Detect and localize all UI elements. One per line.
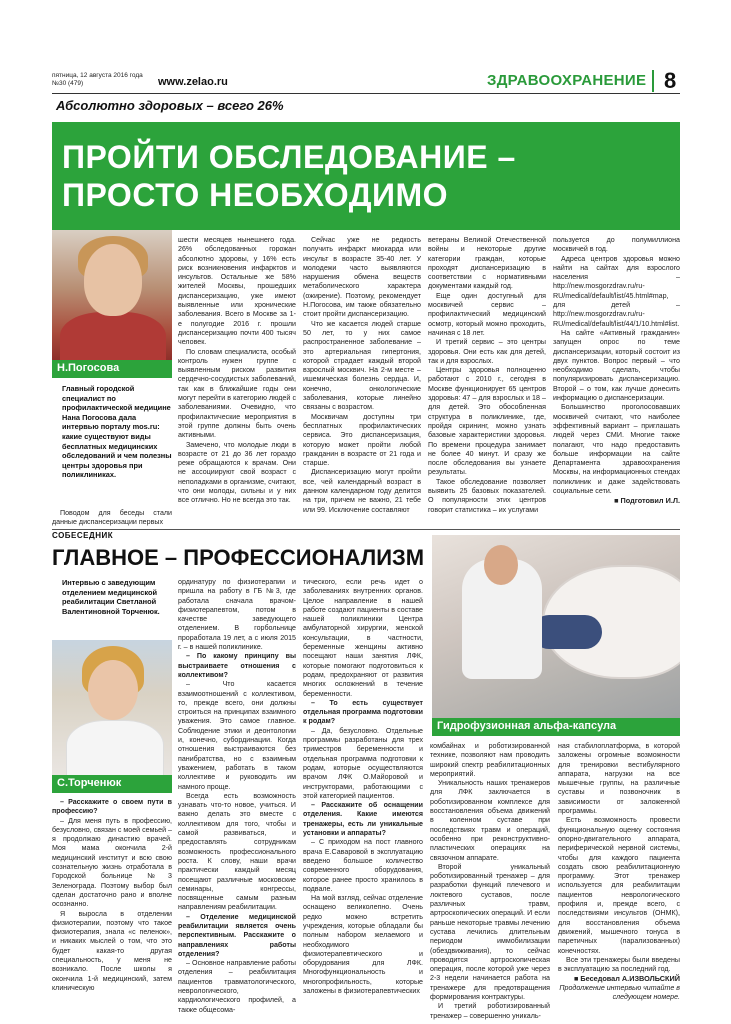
article1-col1-tail: [52, 509, 172, 528]
photo-caption: [52, 775, 172, 793]
header-rule: [52, 93, 680, 94]
kicker-text: Абсолютно здоровых – всего 26%: [56, 98, 284, 113]
paragraph: Всегда есть возможность узнавать что-то новое, учиться. И важно делать это вместе с коллективом для того, чтобы и самой развиваться, и предоставлять сотрудникам возможность профессионального роста. К слову, наши врачи практически каждый месяц посещают различные московские семинары, конгрессы, посвященные самым разным направлениям реабилитации.: [178, 791, 296, 912]
paragraph: Поводом для беседы стали данные диспансеризации первых: [52, 509, 172, 527]
site-url[interactable]: www.zelao.ru: [158, 76, 228, 88]
paragraph: – Для меня путь в профессию, безусловно, связан с моей семьей – я продолжаю династию врачей. Моя мама окончила 2-й медицинский институт и всю свою сознательную жизнь отработала в Городской больнице №3 Зеленограда. Поэтому выбор был сделан достаточно рано и вполне осознанно.: [52, 816, 172, 909]
patient-shape: [532, 615, 602, 649]
article1-headline: [62, 138, 662, 214]
paragraph: Уникальность наших тренажеров для ЛФК заключается в роботизированном комплексе для восстановления объема движений в коленном суставе при последствиях травм и операций, особенно при реконструктивно-пластических операциях на связочном аппарате.: [430, 779, 550, 862]
question: – Отделение медицинской реабилитации является очень перспективным. Расскажите о направлениях работы отделения?: [178, 912, 296, 958]
paragraph: тического, если речь идет о заболеваниях внутренних органов. Целое направление в нашей работе создают пациенты в составе нашей поликлиники Центра амбулаторной хирургии, женской консультации, в частности, беременные женщины активно посещают наши занятия ЛФК, которые помогают подготовиться к родам, предохраняют от развития многих осложнений в течение беременности.: [303, 578, 423, 698]
article1-col4: [428, 236, 546, 515]
article1-col2: [178, 236, 296, 506]
paragraph: Большинство проголосовавших москвичей считают, что наиболее эффективный вариант – приглашать людей через СМИ. Многие также полагают, что надо предоставить больше информации на сайте Департамента здравоохранения Москвы, на информационных стендах поликлиник и даже задействовать социальные сети.: [553, 403, 680, 496]
caption-text: Гидрофузионная альфа-капсула: [437, 720, 617, 732]
photo-figure-face: [84, 244, 142, 316]
paragraph: Диспансеризацию могут пройти все, чей календарный возраст в данном календарном году делится на три, причем не важно, 21 тебе или 99. Исключение составляют: [303, 468, 421, 514]
signature-text: Беседовал А.ИЗВОЛЬСКИЙ: [580, 974, 680, 984]
paragraph: шести месяцев нынешнего года. 26% обследованных горожан абсолютно здоровы, у 16% есть риск возникновения инфарктов и инсультов. Остальные же 58% жителей Москвы, прошедших диспансеризацию, уже имеют выявленные или хронические заболевания. Всего в Москве за 1-е полугодие 2016 г. прошли диспансеризацию почти 400 тысяч человек.: [178, 236, 296, 347]
caption-text: Н.Погосова: [57, 362, 120, 374]
paragraph: По словам специалиста, особый контроль нужен группе с выявленным риском развития сердечно-сосудистых заболеваний, так как в ближайшие годы они могут перейти в категорию людей с заболеваниями. Очевидно, что профилактические мероприятия в этой группе должны быть очень активными.: [178, 347, 296, 440]
paragraph: комбайнах и роботизированной технике, позволяют нам проводить широкий спектр реабилитационных мероприятий.: [430, 742, 550, 778]
alpha-capsule-photo: [432, 535, 680, 718]
paragraph: И третий сервис – это центры здоровья. Они есть как для детей, так и для взрослых.: [428, 338, 546, 365]
paragraph: Такое обследование позволяет выявить 25 базовых показателей. О популярности этих центров говорит статистика – их услугами: [428, 477, 546, 514]
question: – Расскажите о своем пути в профессию?: [52, 798, 172, 816]
headline-line1: ПРОЙТИ ОБСЛЕДОВАНИЕ –: [62, 139, 516, 175]
caption-text: С.Торченюк: [57, 777, 122, 789]
paragraph: – Что касается взаимоотношений с коллективом, то, прежде всего, они должны строиться на принципах взаимного уважения. Это самое главное. Соблюдение этики и деонтологии и, конечно, субординации. Когда отношения выстраиваются без панибратства, но с взаимным уважением, работать в таком коллективе и руководить им намного проще.: [178, 680, 296, 791]
article2-col4: [430, 742, 550, 1020]
paragraph: ординатуру по физиотерапии и пришла на работу в ГБ №3, где работала сначала врачом-физиотерапевтом, потом в качестве заведующего отделением. В горбольнице проработала 19 лет, а с июля 2015 г. – в нашей поликлинике.: [178, 578, 296, 652]
paragraph: Центры здоровья полноценно работают с 2010 г., сегодня в Москве функционирует 65 центров здоровья: 47 – для взрослых и 18 – для детей. Это обособленная структура в поликлинике, где, пройдя скрининг, можно узнать базовые характеристики здоровья. По времени процедура занимает не более 40 минут. И сразу же после обследования вы узнаете результаты.: [428, 366, 546, 477]
paragraph: – Да, безусловно. Отдельные программы разработаны для трех триместров беременности и отдельная программа подготовки к родам, которые осуществляются врачом ЛФК О.Майоровой и инструкторами, работающими с этой категорией пациентов.: [303, 726, 423, 800]
paragraph: На сайте «Активный гражданин» запущен опрос по теме диспансеризации, который состоит из двух пунктов. Вопрос первый – что необходимо сделать, чтобы популяризировать диспансеризацию. Второй – о том, как лучше донесить информацию о диспансеризации.: [553, 328, 680, 403]
paragraph: – С приходом на пост главного врача Е.Саваровой в эксплуатацию введено большое количество современного оборудования, которое ранее просто хранилось в подвале.: [303, 838, 423, 893]
question: – То есть существует отдельная программа подготовки к родам?: [303, 698, 423, 726]
pogosova-photo: [52, 230, 172, 360]
section-title: ЗДРАВООХРАНЕНИЕ: [487, 72, 647, 89]
paragraph: Москвичам доступны три бесплатных профилактических сервиса. Это диспансеризация, которую может пройти любой гражданин в возрасте от 21 года и старше.: [303, 412, 421, 468]
paragraph: Я выросла в отделении физиотерапии, поэтому что такое физиотерапия, знала «с пеленок», и никаких мыслей о том, что это будет какая-то другая специальность, у меня не возникало. После школы я окончила 1-й медицинский, затем клиническую: [52, 909, 172, 992]
article2-headline: ГЛАВНОЕ – ПРОФЕССИОНАЛИЗМ: [52, 545, 425, 570]
paragraph: Адреса центров здоровья можно найти на сайтах для взрослого населения – http://new.mosgorzdrav.ru/ru-RU/medical/default/list/45.html#map, для детей – http://new.mosgorzdrav.ru/ru-RU/medical/default/list/44/1/10.html#list.: [553, 254, 680, 328]
photo-figure-body: [66, 720, 164, 775]
paragraph: пользуется до полумиллиона москвичей в год.: [553, 236, 680, 254]
photo-figure-face: [88, 660, 138, 720]
page-number: 8: [664, 68, 677, 93]
paragraph: Все эти тренажеры были введены в эксплуатацию за последний год.: [558, 955, 680, 974]
paragraph: Замечено, что молодые люди в возрасте от 21 до 36 лет гораздо реже обращаются к врачам. Они не ассоциируют свой возраст с неполадками в организме, считают, что они молоды, сильны и у них все отлично. Но не всегда это так.: [178, 440, 296, 505]
article1-col5: [553, 236, 680, 506]
article2-col3: [303, 578, 423, 1018]
article1-col3: [303, 236, 421, 515]
rubric-rule: [52, 529, 680, 530]
paragraph: – Основное направление работы отделения – реабилитация пациентов травматологического, неврологического, кардиологического профилей, а также общесома-: [178, 959, 296, 1014]
article1-signature: ■ Подготовил И.Л.: [614, 496, 680, 506]
paragraph: Еще один доступный для москвичей сервис – профилактический медицинский осмотр, который можно проходить, начиная с 18 лет.: [428, 291, 546, 337]
article1-lead: Главный городской специалист по профилактической медицине Нана Погосова дала интервью порталу mos.ru: какие существуют виды бесплатных медицинских обследований и чем полезны центры здоровья при поликлиниках.: [62, 384, 172, 480]
header-divider: [652, 70, 654, 92]
signature-text: Подготовил И.Л.: [620, 496, 680, 506]
article2-col2: [178, 578, 296, 1018]
headline-line2: ПРОСТО НЕОБХОДИМО: [62, 177, 449, 213]
paragraph: Есть возможность провести функциональную оценку состояния опорно-двигательного аппарата, периферической нервной системы, чтобы для каждого пациента создать свою реабилитационную программу. Этот тренажер используется для реабилитации пациентов неврологического профиля и, прежде всего, с последствиями инсультов (ОНМК), для восстановления объема движений, мышечного тонуса в паретичных (парализованных) конечностях.: [558, 816, 680, 955]
paragraph: Сейчас уже не редкость получить инфаркт миокарда или инсульт в возрасте 35-40 лет. У молодежи часто выявляются нарушения обмена веществ метаболического характера (ожирение). Поэтому, рекомендует Н.Погосова, им также обязательно стоит пройти диспансеризацию.: [303, 236, 421, 319]
article2-col5: [558, 742, 680, 1022]
article2-signature: ■ Беседовал А.ИЗВОЛЬСКИЙ: [573, 974, 680, 984]
paragraph: Второй уникальный роботизированный тренажер – для разработки функций плечевого и локтевого суставов, после различных травм, артроскопических операций. И если раньше некоторые травмы лечению сустава лечились длительным периодом иммобилизации (обездвиживания), то сейчас проводится артроскопическая операция, после которой уже через 2-3 недели начинается работа на тренажере для предотвращения формирования контрактуры.: [430, 862, 550, 1002]
article2-col1: [52, 798, 172, 1018]
paragraph: ная стабилоплатформа, в которой заложены огромные возможности для тренировки вестибулярного аппарата, нагрузки на все мышечные группы, на различные суставы и позвоночник в зависимости от заложенной программы.: [558, 742, 680, 816]
issue-number: №30 (479): [52, 80, 84, 87]
date-text: пятница, 12 августа 2016 года: [52, 72, 143, 79]
question: – Расскажите об оснащении отделения. Какие имеются тренажеры, есть ли уникальные установки и аппараты?: [303, 801, 423, 838]
issue-date: [52, 72, 143, 88]
article2-lead: Интервью с заведующим отделением медицинской реабилитации Светланой Валентиновной Торченюк.: [62, 578, 160, 616]
continued-note: Продолжение интервью читайте в следующем номере.: [559, 983, 680, 1002]
paragraph: На мой взгляд, сейчас отделение оснащено великолепно. Очень редко можно встретить учреждения, которые обладали бы полным набором желаемого и необходимого физиотерапевтического и оборудования для ЛФК. Многофункциональность и многопрофильность, которые заложены в физиотерапевтических: [303, 894, 423, 996]
photo-caption: [52, 360, 172, 378]
photo-caption: [432, 718, 680, 736]
article1-kicker: [52, 96, 680, 116]
paragraph: Что же касается людей старше 50 лет, то у них самое распространенное заболевание – это артериальная гипертония, которой страдает каждый второй взрослый москвич. На 2-м месте – ишемическая болезнь сердца. И, конечно, онкологические заболевания, которые линейно связаны с возрастом.: [303, 319, 421, 412]
nurse-face: [484, 545, 518, 585]
paragraph: ветераны Великой Отечественной войны и некоторые другие категории граждан, которые проходят диспансеризацию в соответствии с нормативными документами каждый год.: [428, 236, 546, 291]
torchenyuk-photo: [52, 640, 172, 775]
paragraph: И третий роботизированный тренажер – совершенно уникаль-: [430, 1002, 550, 1020]
rubric-label: СОБЕСЕДНИК: [52, 531, 114, 540]
question: – По какому принципу вы выстраиваете отношения с коллективом?: [178, 652, 296, 679]
photo-figure-body: [60, 312, 166, 360]
